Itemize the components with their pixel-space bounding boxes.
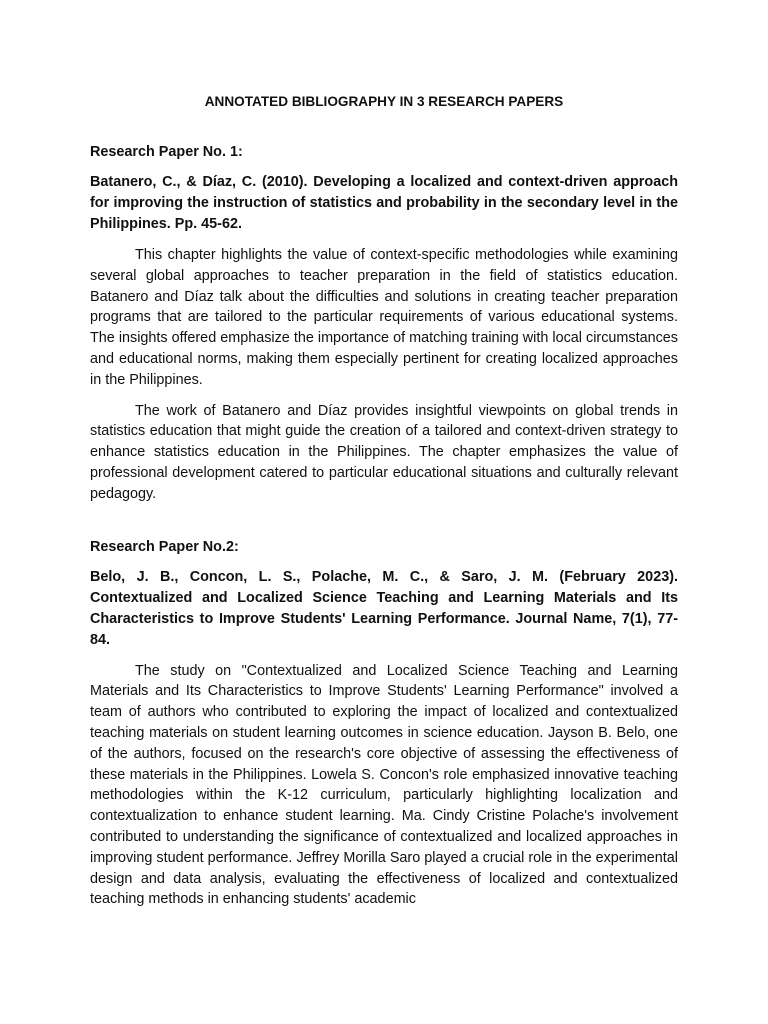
document-page [90,92,678,920]
paper-2-paragraph-1: The study on "Contextualized and Localized Science Teaching and Learning Materials and Its Characteristics to Improve Students' Learning Performance" involved a team of authors who contributed to exploring the impact of localized and contextualized teaching materials on student learning outcomes in science education. Jayson B. Belo, one of the authors, focused on the research's core objective of assessing the effectiveness of these materials in the Philippines. Lowela S. Concon's role emphasized innovative teaching methodologies within the K-12 curriculum, particularly highlighting localization and contextualization to enhance student learning. Ma. Cindy Cristine Polache's involvement contributed to understanding the significance of contextualized and localized approaches in improving student performance. Jeffrey Morilla Saro played a crucial role in the experimental design and data analysis, evaluating the effectiveness of localized and contextualized teaching methods in enhancing students' academic [90,662,678,908]
paper-1-paragraph-1: This chapter highlights the value of context-specific methodologies while examining several global approaches to teacher preparation in the field of statistics education. Batanero and Díaz talk about the difficulties and solutions in creating teacher preparation programs that are tailored to the particular requirements of various educational systems. The insights offered emphasize the importance of matching training with local circumstances and educational norms, making them especially pertinent for creating localized approaches in the Philippines. [90,247,678,388]
paper-1-heading: Research Paper No. 1: [90,144,243,160]
paper-1-paragraph-2: The work of Batanero and Díaz provides insightful viewpoints on global trends in statistics education that might guide the creation of a tailored and context-driven strategy to enhance statistics education in the Philippines. The chapter emphasizes the value of professional development catered to particular educational situations and culturally relevant pedagogy. [90,402,678,502]
paper-1-citation: Batanero, C., & Díaz, C. (2010). Developing a localized and context-driven approach for improving the instruction of statistics and probability in the secondary level in the Philippines. Pp. 45-62. [90,174,678,232]
research-paper-1 [90,142,678,505]
research-paper-2 [90,537,678,911]
paper-2-citation: Belo, J. B., Concon, L. S., Polache, M. C., & Saro, J. M. (February 2023). Contextualized and Localized Science Teaching and Learning Materials and Its Characteristics to Improve Students' Learning Performance. Journal Name, 7(1), 77-84. [90,568,678,648]
document-title: ANNOTATED BIBLIOGRAPHY IN 3 RESEARCH PAPERS [204,94,564,109]
paper-2-heading: Research Paper No.2: [90,538,239,555]
